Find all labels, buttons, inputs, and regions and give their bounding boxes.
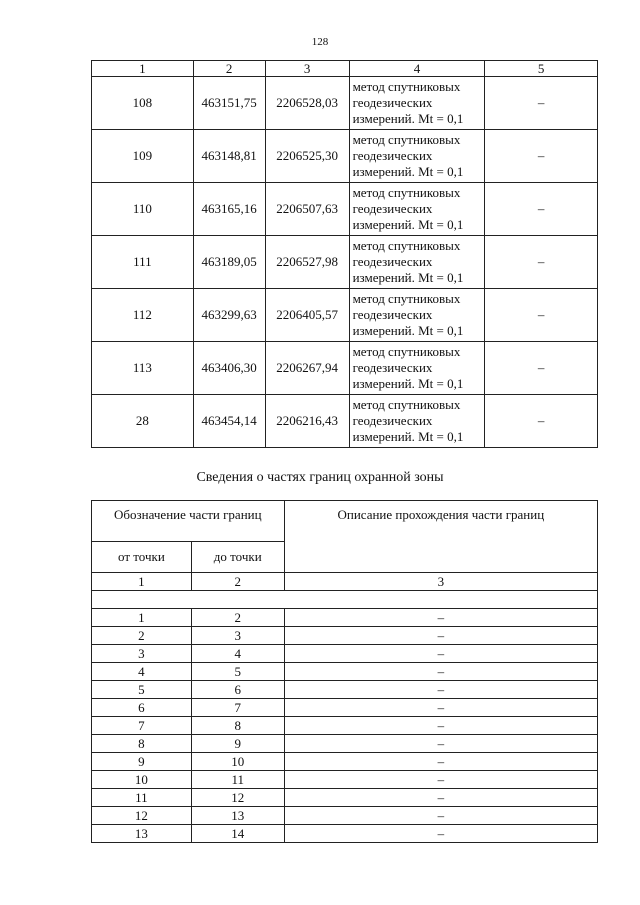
x-coordinate-cell: 463189,05 <box>193 236 265 289</box>
x-coordinate-cell: 463151,75 <box>193 77 265 130</box>
method-cell <box>349 183 485 236</box>
note-cell: – <box>485 77 598 130</box>
description-cell: – <box>284 663 597 681</box>
boundary-part-row <box>92 735 598 753</box>
method-line: измерений. Mt = 0,1 <box>352 270 464 285</box>
to-point-cell: 6 <box>191 681 284 699</box>
method-cell <box>349 130 485 183</box>
method-line: метод спутниковых <box>352 291 461 306</box>
x-coordinate-cell: 463148,81 <box>193 130 265 183</box>
coords-row <box>92 342 598 395</box>
to-point-cell: 8 <box>191 717 284 735</box>
point-number-cell: 110 <box>92 183 194 236</box>
from-point-cell: 2 <box>92 627 192 645</box>
from-point-cell: 6 <box>92 699 192 717</box>
boundary-part-row <box>92 771 598 789</box>
coords-row <box>92 289 598 342</box>
method-line: измерений. Mt = 0,1 <box>352 217 464 232</box>
method-line: геодезических <box>352 148 433 163</box>
coords-header-cell: 1 <box>92 61 194 77</box>
method-line: измерений. Mt = 0,1 <box>352 111 464 126</box>
from-point-cell: 12 <box>92 807 192 825</box>
point-number-cell: 108 <box>92 77 194 130</box>
description-cell: – <box>284 681 597 699</box>
description-cell: – <box>284 753 597 771</box>
boundary-part-row <box>92 807 598 825</box>
y-coordinate-cell: 2206405,57 <box>265 289 349 342</box>
coords-row <box>92 395 598 448</box>
page-number: 128 <box>311 36 329 48</box>
y-coordinate-cell: 2206507,63 <box>265 183 349 236</box>
boundary-description-header: Описание прохождения части границ <box>284 501 597 573</box>
to-point-cell: 9 <box>191 735 284 753</box>
boundary-part-row <box>92 627 598 645</box>
boundary-part-row <box>92 609 598 627</box>
from-point-cell: 11 <box>92 789 192 807</box>
description-cell: – <box>284 771 597 789</box>
from-point-cell: 7 <box>92 717 192 735</box>
y-coordinate-cell: 2206525,30 <box>265 130 349 183</box>
boundary-part-designation-header: Обозначение части границ <box>92 501 285 542</box>
note-cell: – <box>485 289 598 342</box>
to-point-cell: 13 <box>191 807 284 825</box>
to-point-header: до точки <box>191 542 284 573</box>
method-cell <box>349 236 485 289</box>
to-point-cell: 7 <box>191 699 284 717</box>
point-number-cell: 113 <box>92 342 194 395</box>
description-cell: – <box>284 609 597 627</box>
from-point-cell: 5 <box>92 681 192 699</box>
to-point-cell: 2 <box>191 609 284 627</box>
boundary-parts-table <box>91 500 598 843</box>
coords-header-cell: 2 <box>193 61 265 77</box>
method-line: геодезических <box>352 254 433 269</box>
coords-row <box>92 183 598 236</box>
method-line: метод спутниковых <box>352 132 461 147</box>
coords-header-cell: 4 <box>349 61 485 77</box>
method-line: геодезических <box>352 95 433 110</box>
method-line: геодезических <box>352 201 433 216</box>
method-line: измерений. Mt = 0,1 <box>352 376 464 391</box>
to-point-cell: 3 <box>191 627 284 645</box>
boundary-part-row <box>92 825 598 843</box>
method-cell <box>349 289 485 342</box>
from-point-header: от точки <box>92 542 192 573</box>
note-cell: – <box>485 130 598 183</box>
method-cell <box>349 395 485 448</box>
parts-header-row <box>92 501 598 542</box>
coords-header-row <box>92 61 598 77</box>
description-cell: – <box>284 825 597 843</box>
to-point-cell: 12 <box>191 789 284 807</box>
coords-row <box>92 236 598 289</box>
description-cell: – <box>284 717 597 735</box>
to-point-cell: 10 <box>191 753 284 771</box>
blank-cell <box>92 591 598 609</box>
boundary-part-row <box>92 717 598 735</box>
to-point-cell: 14 <box>191 825 284 843</box>
point-number-cell: 111 <box>92 236 194 289</box>
boundary-part-row <box>92 645 598 663</box>
blank-row <box>92 591 598 609</box>
note-cell: – <box>485 236 598 289</box>
from-point-cell: 10 <box>92 771 192 789</box>
note-cell: – <box>485 183 598 236</box>
coords-header-cell: 5 <box>485 61 598 77</box>
x-coordinate-cell: 463406,30 <box>193 342 265 395</box>
boundary-part-row <box>92 681 598 699</box>
method-cell <box>349 342 485 395</box>
description-cell: – <box>284 807 597 825</box>
from-point-cell: 4 <box>92 663 192 681</box>
description-cell: – <box>284 627 597 645</box>
to-point-cell: 11 <box>191 771 284 789</box>
from-point-cell: 13 <box>92 825 192 843</box>
boundary-part-row <box>92 699 598 717</box>
method-line: измерений. Mt = 0,1 <box>352 164 464 179</box>
method-line: измерений. Mt = 0,1 <box>352 429 464 444</box>
point-number-cell: 28 <box>92 395 194 448</box>
method-line: метод спутниковых <box>352 185 461 200</box>
method-line: геодезических <box>352 413 433 428</box>
coords-row <box>92 77 598 130</box>
from-point-cell: 3 <box>92 645 192 663</box>
x-coordinate-cell: 463299,63 <box>193 289 265 342</box>
method-line: геодезических <box>352 360 433 375</box>
from-point-cell: 9 <box>92 753 192 771</box>
y-coordinate-cell: 2206527,98 <box>265 236 349 289</box>
boundary-part-row <box>92 753 598 771</box>
coords-header-cell: 3 <box>265 61 349 77</box>
coordinates-table <box>91 60 598 448</box>
x-coordinate-cell: 463454,14 <box>193 395 265 448</box>
point-number-cell: 112 <box>92 289 194 342</box>
x-coordinate-cell: 463165,16 <box>193 183 265 236</box>
description-cell: – <box>284 699 597 717</box>
column-number: 2 <box>191 573 284 591</box>
note-cell: – <box>485 342 598 395</box>
description-cell: – <box>284 735 597 753</box>
to-point-cell: 5 <box>191 663 284 681</box>
point-number-cell: 109 <box>92 130 194 183</box>
method-line: метод спутниковых <box>352 79 461 94</box>
method-cell <box>349 77 485 130</box>
section-title: Сведения о частях границ охранной зоны <box>196 470 444 485</box>
to-point-cell: 4 <box>191 645 284 663</box>
from-point-cell: 8 <box>92 735 192 753</box>
y-coordinate-cell: 2206216,43 <box>265 395 349 448</box>
method-line: метод спутниковых <box>352 397 461 412</box>
description-cell: – <box>284 645 597 663</box>
method-line: метод спутниковых <box>352 238 461 253</box>
column-number: 1 <box>92 573 192 591</box>
y-coordinate-cell: 2206267,94 <box>265 342 349 395</box>
from-point-cell: 1 <box>92 609 192 627</box>
parts-number-row <box>92 573 598 591</box>
y-coordinate-cell: 2206528,03 <box>265 77 349 130</box>
boundary-part-row <box>92 789 598 807</box>
note-cell: – <box>485 395 598 448</box>
coords-row <box>92 130 598 183</box>
description-cell: – <box>284 789 597 807</box>
column-number: 3 <box>284 573 597 591</box>
method-line: метод спутниковых <box>352 344 461 359</box>
method-line: измерений. Mt = 0,1 <box>352 323 464 338</box>
boundary-part-row <box>92 663 598 681</box>
method-line: геодезических <box>352 307 433 322</box>
